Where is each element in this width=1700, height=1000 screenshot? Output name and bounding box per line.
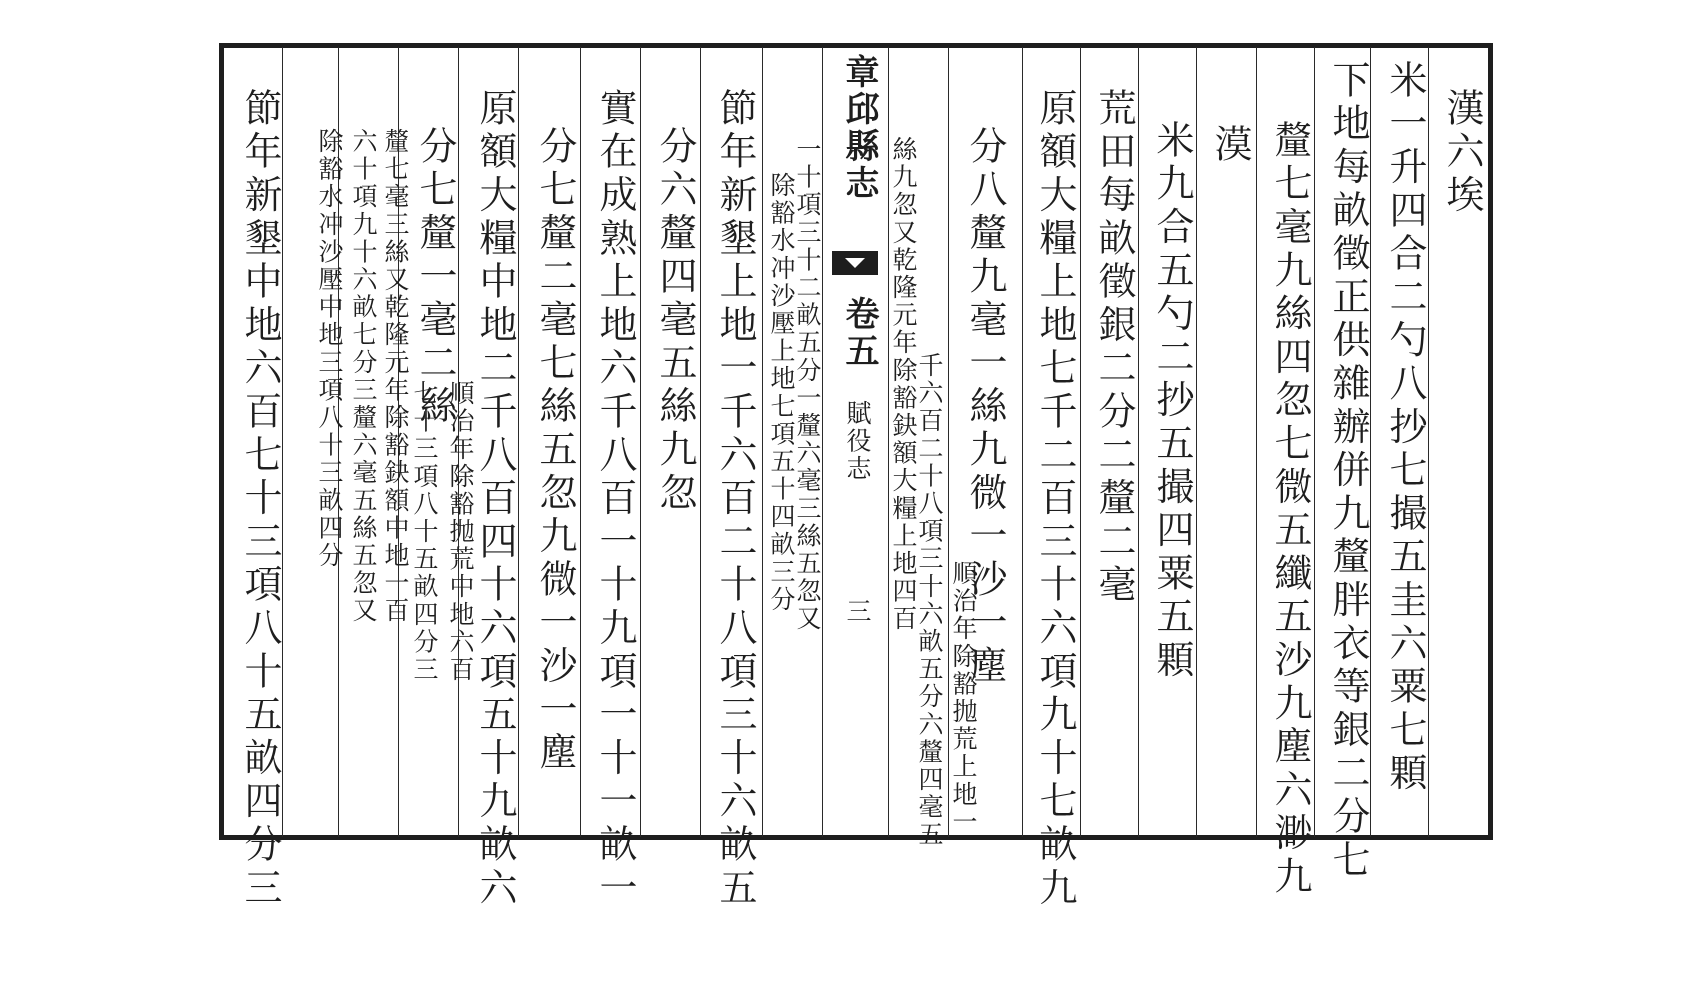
column-rule: [700, 47, 701, 837]
text-column: 下地每畝徵正供雜辦併九釐胖衣等銀二分七: [1326, 60, 1370, 883]
column-rule: [282, 47, 283, 837]
text-column: 分七釐二毫七絲五忽九微一沙一塵: [533, 126, 577, 776]
annotation-column: 絲九忽又乾隆元年除豁鈌額大糧上地四百: [889, 136, 918, 633]
spine-section: 賦役志: [843, 400, 872, 483]
text-column: 漢六埃: [1440, 88, 1484, 218]
text-column: 分八釐九毫一絲九微一沙一塵: [963, 126, 1007, 689]
text-column: 漠: [1208, 124, 1252, 168]
text-column: 荒田每畝徵銀二分二釐二毫: [1092, 88, 1136, 608]
annotation-column: 除豁水冲沙壓中地三項八十三畝四分: [315, 128, 344, 570]
text-column: 釐七毫九絲四忽七微五纖五沙九塵六渺九: [1268, 120, 1312, 900]
column-rule: [1256, 47, 1257, 837]
annotation-column: 除豁水冲沙壓上地七項五十四畝三分: [767, 172, 796, 614]
text-column: 節年新墾中地六百七十三項八十五畝四分三: [238, 88, 282, 911]
annotation-column: 六十項九十六畝七分三釐六毫五絲五忽又: [349, 128, 378, 625]
column-rule: [822, 47, 823, 837]
column-rule: [1428, 47, 1429, 837]
column-rule: [518, 47, 519, 837]
text-column: 原額大糧中地二千八百四十六項五十九畝六: [473, 88, 517, 911]
text-column: 米一升四合二勺八抄七撮五圭六粟七顆: [1383, 60, 1427, 797]
column-rule: [1314, 47, 1315, 837]
column-rule: [1022, 47, 1023, 837]
column-rule: [640, 47, 641, 837]
page-number: 三: [843, 598, 872, 626]
column-rule: [580, 47, 581, 837]
column-rule: [1138, 47, 1139, 837]
text-column: 節年新墾上地一千六百二十八項三十六畝五: [713, 88, 757, 911]
annotation-column: 千六百二十八項三十六畝五分六釐四毫五: [915, 352, 944, 849]
column-rule: [1370, 47, 1371, 837]
column-rule: [762, 47, 763, 837]
text-column: 分七釐一毫二絲: [413, 126, 457, 430]
annotation-column: 順治年除豁抛荒中地六百: [446, 380, 475, 684]
column-rule: [1196, 47, 1197, 837]
text-column: 分六釐四毫五絲九忽: [653, 126, 697, 516]
spine-volume: 卷五: [839, 296, 879, 370]
annotation-column: 一十項三十二畝五分一釐六毫三絲五忽又: [793, 136, 822, 633]
annotation-column: 順治年除豁抛荒上地一: [949, 560, 978, 836]
annotation-column: 釐七毫三絲又乾隆元年除豁鈌額中地一百: [381, 128, 410, 625]
annotation-column: 七十三項八十五畝四分三: [410, 380, 439, 684]
text-column: 實在成熟上地六千八百一十九項一十一畝一: [593, 88, 637, 911]
text-column: 原額大糧上地七千二百三十六項九十七畝九: [1033, 88, 1077, 911]
column-rule: [1080, 47, 1081, 837]
text-column: 米九合五勺二抄五撮四粟五顆: [1150, 120, 1194, 683]
spine-title: 章邱縣志: [839, 54, 879, 202]
